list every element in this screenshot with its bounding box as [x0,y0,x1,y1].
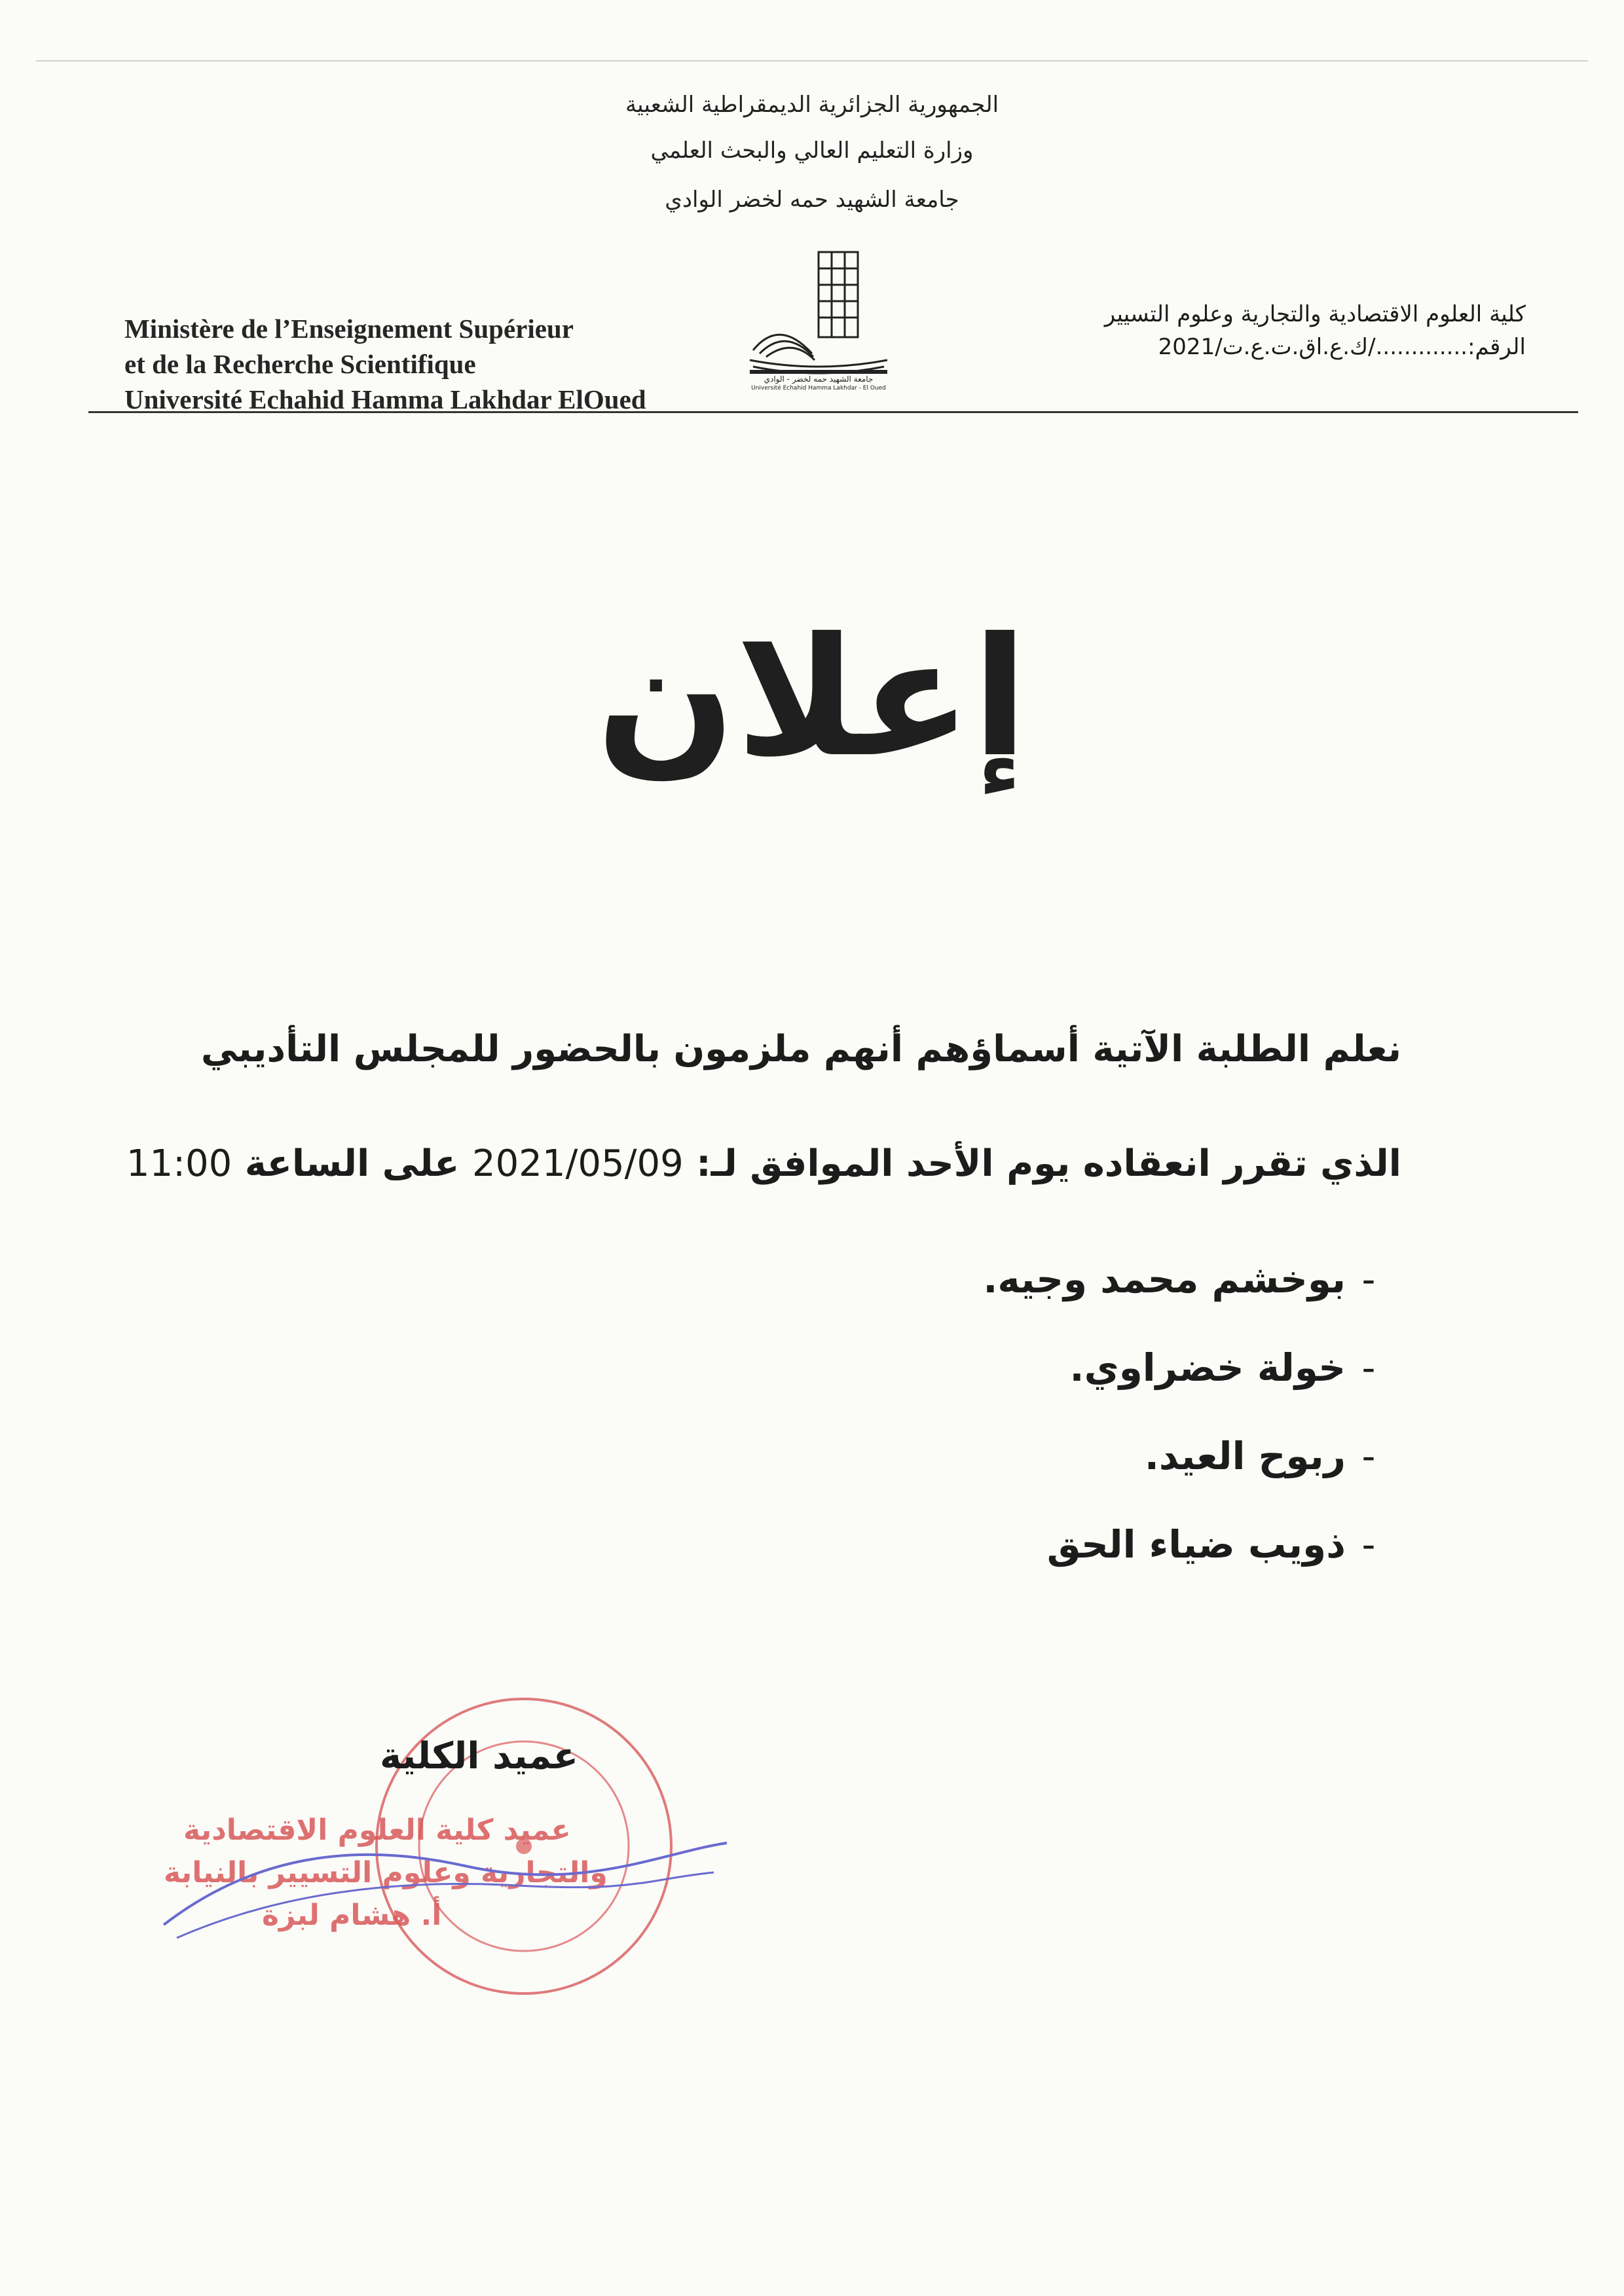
republic-heading: الجمهورية الجزائرية الديمقراطية الشعبية [625,92,999,118]
body-line-2-start: الذي تقرر انعقاده يوم الأحد الموافق لـ: [696,1142,1401,1185]
handwritten-signature [151,1781,740,1951]
university-logo [740,239,897,390]
student-name: ذويب ضياء الحق [1046,1522,1346,1567]
student-name: خولة خضراوي. [1069,1345,1346,1390]
body-line-2-mid: على الساعة [244,1142,460,1185]
logo-caption-fr: Université Echahid Hamma Lakhdar - El Oued [751,385,886,390]
ministry-fr-line1: Ministère de l’Enseignement Supérieur [124,314,574,344]
stamp-line-3: أ. هشام لبزة [262,1899,442,1932]
university-fr: Université Echahid Hamma Lakhdar ElOued [124,384,646,414]
ministry-fr-line2: et de la Recherche Scientifique [124,349,476,379]
student-name: بوخشم محمد وجيه. [983,1257,1346,1302]
header-divider [88,411,1578,413]
body-line-1: نعلم الطلبة الآتية أسماؤهم أنهم ملزمون بالحضور للمجلس التأديبي [200,1028,1401,1070]
stamp-line-2: والتجارية وعلوم التسيير بالنيابة [164,1856,608,1889]
top-scan-edge [36,60,1588,62]
ministry-heading-ar: وزارة التعليم العالي والبحث العلمي [650,137,974,164]
dean-label: عميد الكلية [380,1735,578,1777]
stamp-line-1: عميد كلية العلوم الاقتصادية [183,1813,571,1847]
reference-number: الرقم:............./ك.ع.اق.ت.ع.ت/2021 [1158,334,1526,360]
list-item: -بوخشم محمد وجيه. [983,1257,1376,1302]
announcement-title: إعلان [596,602,1028,793]
faculty-name: كلية العلوم الاقتصادية والتجارية وعلوم التسيير [1104,301,1526,327]
list-item: -ذويب ضياء الحق [1046,1522,1376,1567]
body-line-2 [126,1142,1401,1185]
list-item: -ربوح العيد. [1144,1434,1376,1478]
meeting-time: 11:00 [126,1142,232,1185]
meeting-date: 2021/05/09 [471,1142,684,1185]
list-item: -خولة خضراوي. [1069,1345,1376,1390]
student-name: ربوح العيد. [1144,1434,1346,1478]
university-heading-ar: جامعة الشهيد حمه لخضر الوادي [665,187,959,213]
logo-caption-ar: جامعة الشهيد حمه لخضر - الوادي [764,374,874,384]
